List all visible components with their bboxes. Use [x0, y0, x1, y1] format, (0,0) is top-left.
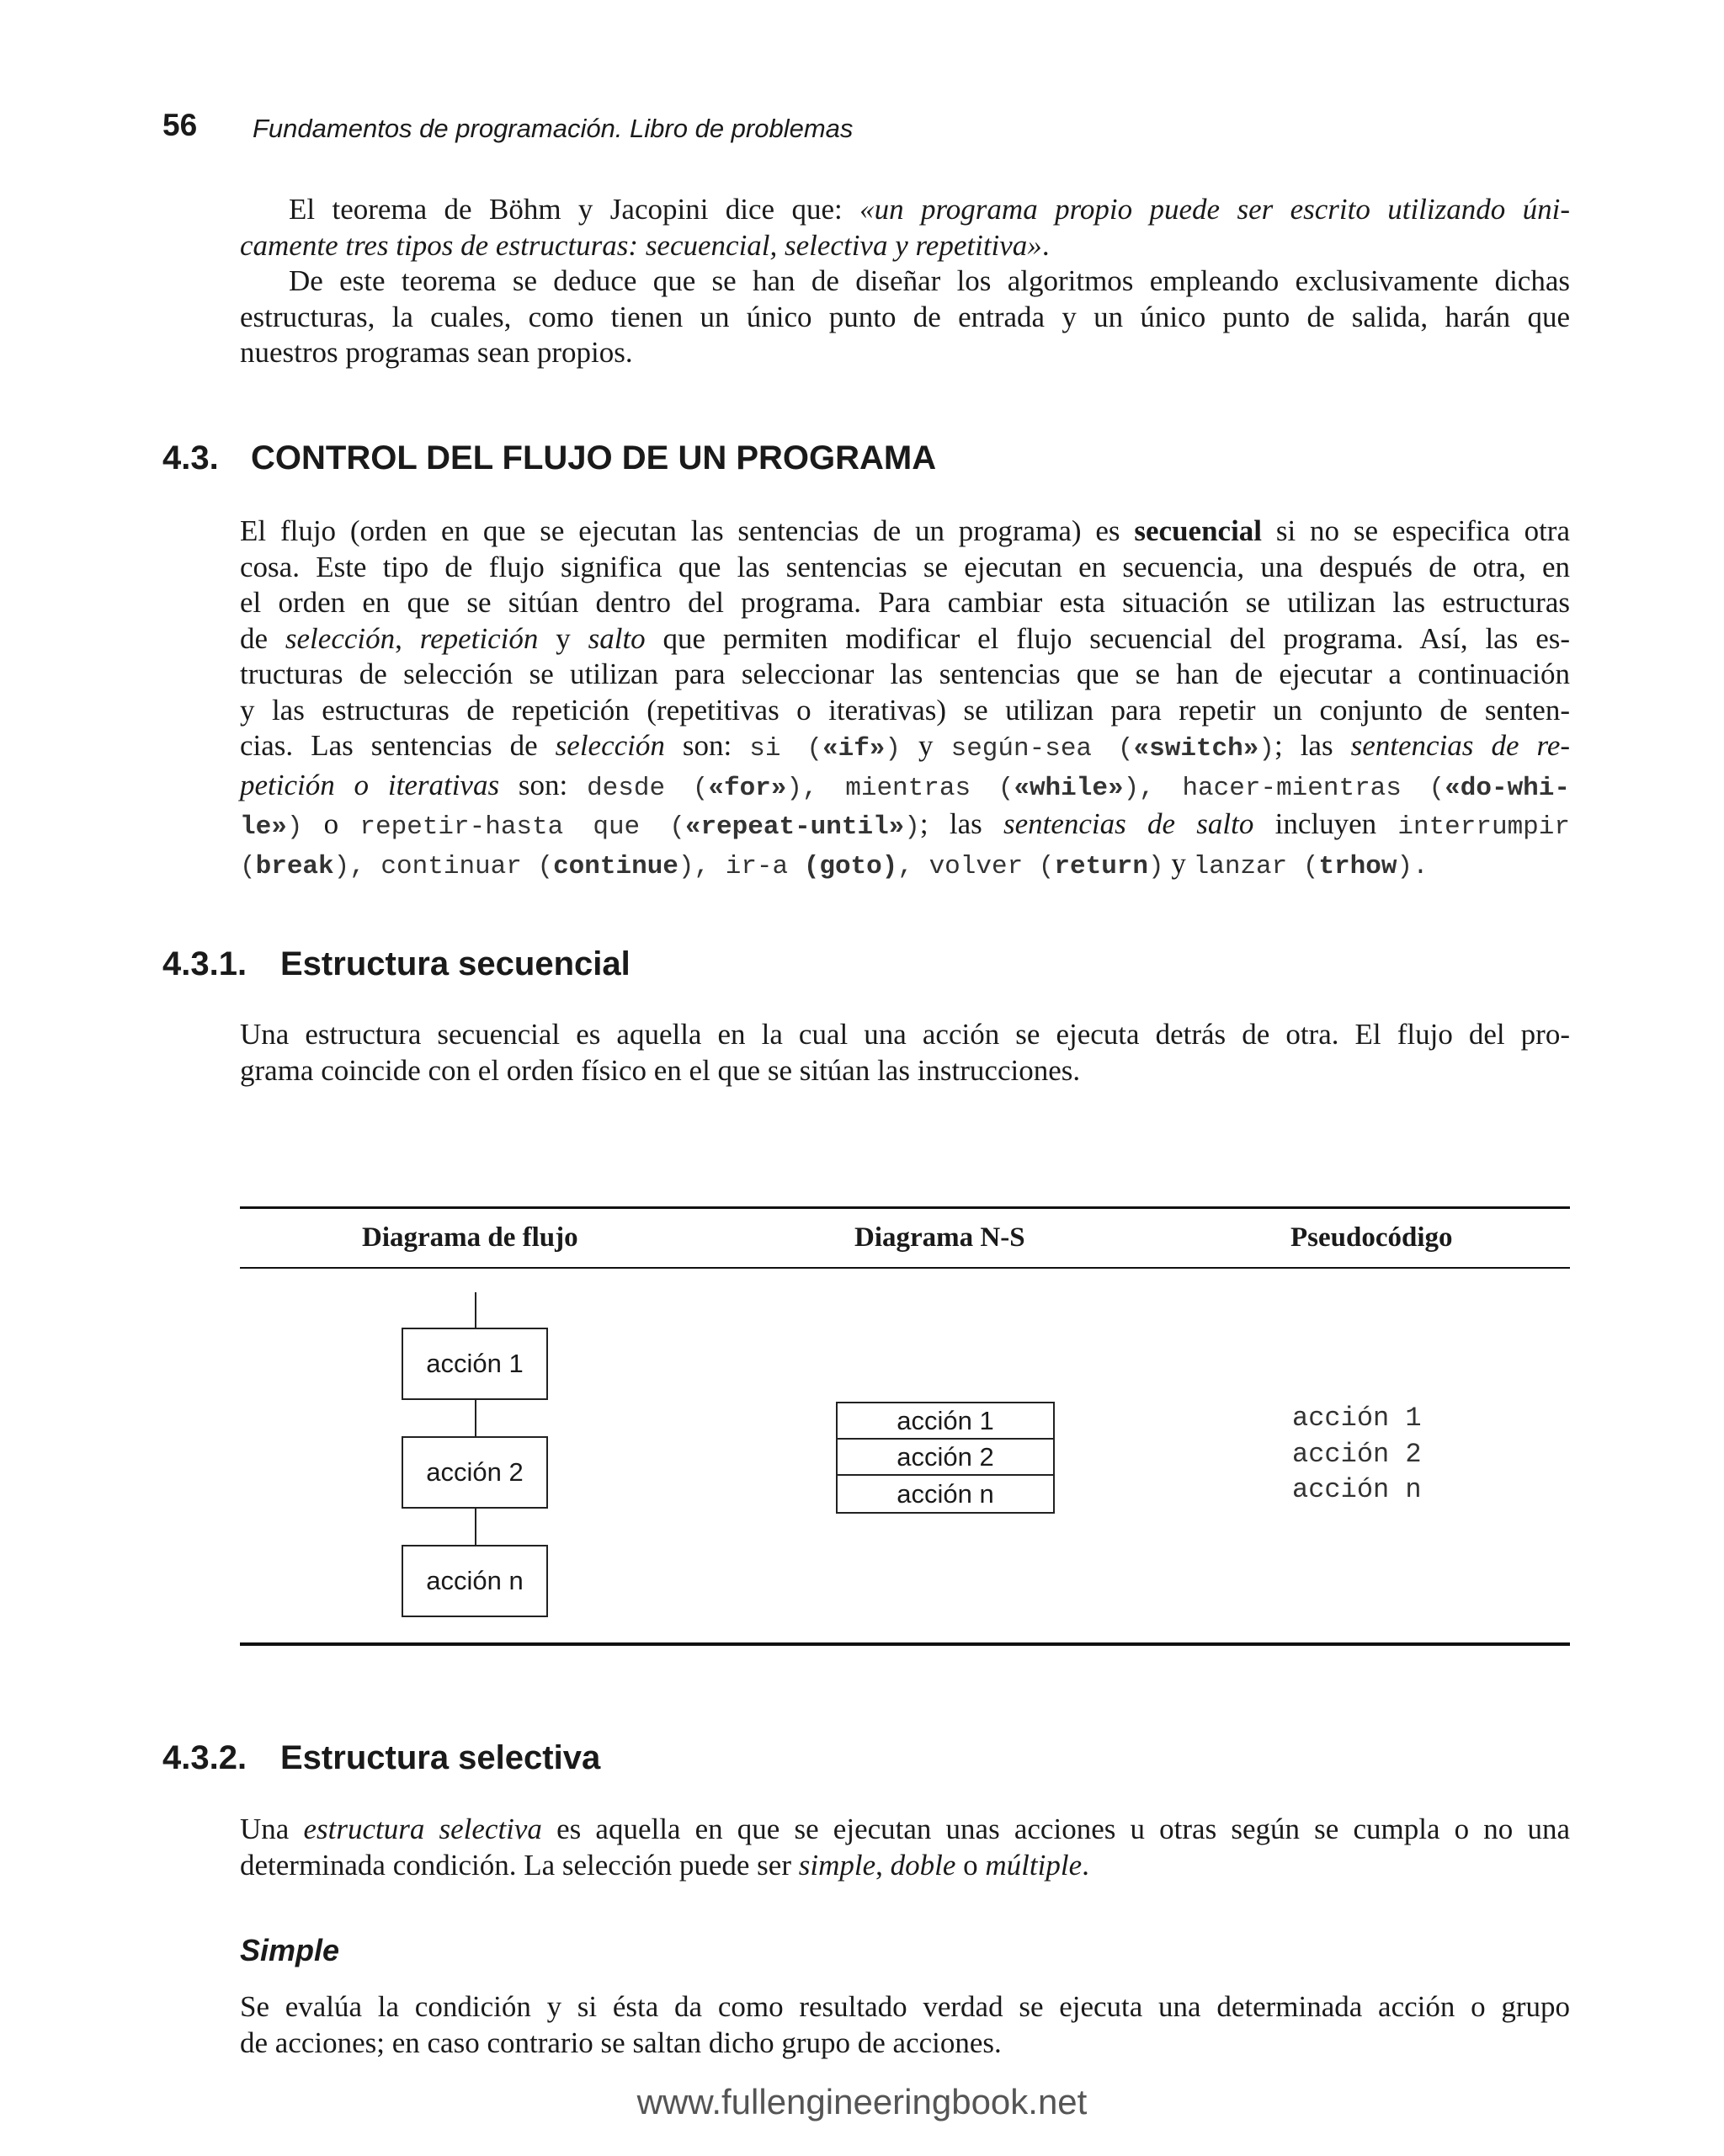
section-number: 4.3.1.: [162, 945, 247, 982]
flow-box: acción 2: [402, 1436, 548, 1509]
pseudocode-line: acción n: [1292, 1474, 1422, 1505]
pseudocode-line: acción 2: [1292, 1438, 1422, 1470]
pseudocode-line: acción 1: [1292, 1403, 1422, 1434]
simple-paragraph: Se evalúa la condición y si ésta da como resultado verdad se ejecuta una determinada acción o grupo de acciones; en caso contrario se saltan dicho grupo de acciones.: [240, 1990, 1570, 2059]
section-4-3-1-paragraph: Una estructura secuencial es aquella en la cual una acción se ejecuta detrás de otra. El flujo del pro- grama coincide con el orden físico en el que se sitúan las instrucciones.: [240, 1018, 1570, 1087]
table-header-rule: [240, 1267, 1570, 1269]
flow-connector: [475, 1400, 476, 1436]
section-title: Estructura secuencial: [280, 945, 631, 982]
table-header-flow: Diagrama de flujo: [362, 1222, 578, 1253]
section-number: 4.3.2.: [162, 1739, 247, 1776]
ns-diagram: [836, 1402, 1055, 1514]
flow-connector: [475, 1292, 476, 1328]
ns-cell: acción n: [897, 1478, 994, 1509]
table-header-pseudo: Pseudocódigo: [1290, 1222, 1453, 1253]
section-number: 4.3.: [162, 439, 219, 476]
table-top-rule: [240, 1206, 1570, 1209]
intro-paragraph-2: De este teorema se deduce que se han de diseñar los algoritmos empleando exclusivamente dichas estructuras, la cuales, como tienen un único punto de entrada y un único punto de salida, harán que nuestros programas sean propios.: [240, 264, 1570, 369]
intro-paragraph-1: El teorema de Böhm y Jacopini dice que: «un programa propio puede ser escrito utilizando úni- camente tres tipos de estructuras: secuencial, selectiva y repetitiva».: [240, 193, 1570, 262]
section-title: CONTROL DEL FLUJO DE UN PROGRAMA: [251, 439, 937, 476]
flow-box: acción n: [402, 1545, 548, 1617]
running-title: Fundamentos de programación. Libro de problemas: [253, 114, 854, 143]
section-heading-4-3-2: [162, 1739, 601, 1777]
table-header-ns: Diagrama N-S: [854, 1222, 1025, 1253]
subheading-simple: Simple: [240, 1933, 340, 1967]
section-heading-4-3: [162, 439, 937, 477]
ns-cell: acción 1: [838, 1403, 1053, 1440]
flow-connector: [475, 1509, 476, 1545]
flow-box: acción 1: [402, 1328, 548, 1400]
section-4-3-paragraph: El flujo (orden en que se ejecutan las sentencias de un programa) es secuencial si no se especifica otra cosa. Este tipo de flujo significa que las sentencias se ejecutan en secuencia, una después de otra, en el orden en que se sitúan dentro del programa. Para cambiar esta situación se utilizan las estructuras de selección, repetición y salto que permiten modificar el flujo secuencial del programa. Así, las es- tructuras de selección se utilizan para seleccionar las sentencias que se han de ejecutar a continuación y las estructuras de repetición (repetitivas o iterativas) se utilizan para repetir un conjunto de senten- cias. Las sentencias de selección son: si («if») y según-sea («switch»); las sentencias de re- petición o iterativas son: desde («for»), mientras («while»), hacer-mientras («do-whi- le») o repetir-hasta que («repeat-until»); las sentencias de salto incluyen interrumpir (break), continuar (continue), ir-a (goto), volver (return) y lanzar (trhow).: [240, 514, 1571, 881]
ns-cell: acción 2: [838, 1440, 1053, 1476]
section-title: Estructura selectiva: [280, 1739, 601, 1776]
pseudocode-block: [1292, 1401, 1422, 1509]
section-heading-4-3-1: [162, 945, 631, 983]
footer-watermark[interactable]: www.fullengineeringbook.net: [636, 2082, 1088, 2121]
page-number: 56: [162, 108, 198, 142]
table-bottom-rule: [240, 1642, 1570, 1646]
section-4-3-2-paragraph: Una estructura selectiva es aquella en que se ejecutan unas acciones u otras según se cumpla o no una determinada condición. La selección puede ser simple, doble o múltiple.: [240, 1813, 1570, 1882]
